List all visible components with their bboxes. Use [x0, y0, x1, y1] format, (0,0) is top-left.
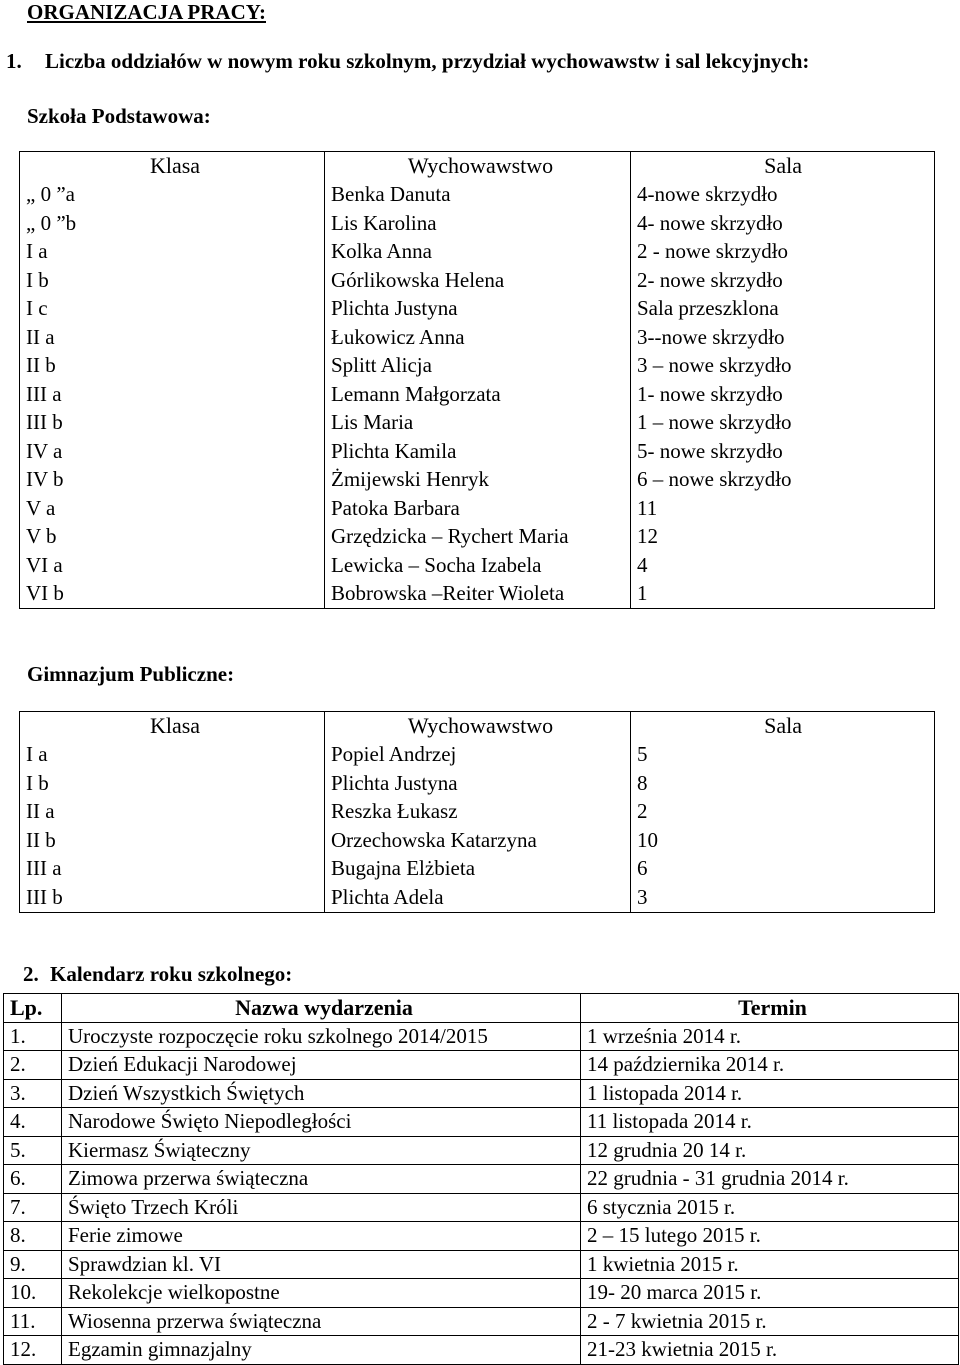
table-cell: 8. — [4, 1222, 62, 1251]
table-cell: 11 listopada 2014 r. — [581, 1108, 959, 1137]
section-2-title: Kalendarz roku szkolnego: — [50, 962, 293, 986]
table-cell: Uroczyste rozpoczęcie roku szkolnego 2014/2015 — [62, 1022, 581, 1051]
table-cell: 2 – 15 lutego 2015 r. — [581, 1222, 959, 1251]
table-row — [20, 409, 935, 438]
table-cell: Grzędzicka – Rychert Maria — [325, 523, 631, 552]
column-header: Klasa — [20, 152, 325, 181]
table-cell: V b — [20, 523, 325, 552]
page-heading: ORGANIZACJA PRACY: — [27, 0, 266, 24]
table-cell: Kiermasz Świąteczny — [62, 1136, 581, 1165]
table-cell: V a — [20, 494, 325, 523]
table-row — [4, 1079, 959, 1108]
table-cell: Zimowa przerwa świąteczna — [62, 1165, 581, 1194]
table-row — [20, 209, 935, 238]
table-row — [20, 769, 935, 798]
table-cell: 1. — [4, 1022, 62, 1051]
table-cell: 9. — [4, 1250, 62, 1279]
table-cell: 8 — [631, 769, 935, 798]
table-cell: II a — [20, 798, 325, 827]
table-row — [20, 352, 935, 381]
table-row — [20, 466, 935, 495]
table-cell: 3 — [631, 883, 935, 912]
table-header-row — [20, 712, 935, 741]
table-cell: 12 grudnia 20 14 r. — [581, 1136, 959, 1165]
table-cell: Sprawdzian kl. VI — [62, 1250, 581, 1279]
table-cell: 1 września 2014 r. — [581, 1022, 959, 1051]
table-cell: Lewicka – Socha Izabela — [325, 551, 631, 580]
table-cell: Wiosenna przerwa świąteczna — [62, 1307, 581, 1336]
table-cell: IV a — [20, 437, 325, 466]
table-cell: Dzień Edukacji Narodowej — [62, 1051, 581, 1080]
table-cell: III b — [20, 409, 325, 438]
table-cell: 1- nowe skrzydło — [631, 380, 935, 409]
primary-school-table — [19, 151, 935, 609]
table-cell: 14 października 2014 r. — [581, 1051, 959, 1080]
column-header: Klasa — [20, 712, 325, 741]
gymnasium-table — [19, 711, 935, 913]
table-row — [4, 1165, 959, 1194]
table-row — [20, 826, 935, 855]
table-cell: Dzień Wszystkich Świętych — [62, 1079, 581, 1108]
table-cell: Lis Maria — [325, 409, 631, 438]
table-cell: 11. — [4, 1307, 62, 1336]
table-cell: 6 – nowe skrzydło — [631, 466, 935, 495]
table-cell: Lemann Małgorzata — [325, 380, 631, 409]
table-row — [4, 1108, 959, 1137]
table-cell: I a — [20, 741, 325, 770]
table-row — [4, 1279, 959, 1308]
table-cell: Plichta Justyna — [325, 295, 631, 324]
column-header: Lp. — [4, 994, 62, 1023]
table-cell: I b — [20, 266, 325, 295]
table-cell: 3 – nowe skrzydło — [631, 352, 935, 381]
table-cell: Żmijewski Henryk — [325, 466, 631, 495]
table-row — [20, 580, 935, 609]
table-row — [4, 1193, 959, 1222]
table-row — [20, 855, 935, 884]
table-header-row — [4, 994, 959, 1023]
table-row — [4, 1250, 959, 1279]
table-row — [4, 1022, 959, 1051]
table-cell: 2 - nowe skrzydło — [631, 238, 935, 267]
column-header: Sala — [631, 152, 935, 181]
table-cell: 5. — [4, 1136, 62, 1165]
table-cell: Łukowicz Anna — [325, 323, 631, 352]
table-cell: Reszka Łukasz — [325, 798, 631, 827]
table-cell: Plichta Justyna — [325, 769, 631, 798]
table-cell: 4. — [4, 1108, 62, 1137]
table-row — [20, 295, 935, 324]
table-cell: 12 — [631, 523, 935, 552]
section-1-title: Liczba oddziałów w nowym roku szkolnym, przydział wychowawstw i sal lekcyjnych: — [45, 49, 810, 73]
table-row — [4, 1336, 959, 1365]
column-header: Wychowawstwo — [325, 712, 631, 741]
table-cell: Bugajna Elżbieta — [325, 855, 631, 884]
table-row — [4, 1051, 959, 1080]
table-cell: II b — [20, 352, 325, 381]
table-row — [20, 798, 935, 827]
table-row — [20, 551, 935, 580]
table-row — [20, 238, 935, 267]
table-row — [20, 181, 935, 210]
table-cell: 5- nowe skrzydło — [631, 437, 935, 466]
table-cell: 10. — [4, 1279, 62, 1308]
table-cell: III a — [20, 855, 325, 884]
table-cell: 21-23 kwietnia 2015 r. — [581, 1336, 959, 1365]
table-cell: Lis Karolina — [325, 209, 631, 238]
table-cell: Ferie zimowe — [62, 1222, 581, 1251]
table-cell: Popiel Andrzej — [325, 741, 631, 770]
column-header: Termin — [581, 994, 959, 1023]
calendar-table — [3, 993, 959, 1365]
table-cell: 4-nowe skrzydło — [631, 181, 935, 210]
table-row — [20, 741, 935, 770]
table-row — [20, 494, 935, 523]
table-cell: 7. — [4, 1193, 62, 1222]
table-row — [20, 266, 935, 295]
table-cell: 2- nowe skrzydło — [631, 266, 935, 295]
table-cell: II b — [20, 826, 325, 855]
section-1-number: 1. — [6, 49, 22, 73]
table-cell: III a — [20, 380, 325, 409]
table-cell: Narodowe Święto Niepodległości — [62, 1108, 581, 1137]
table-cell: Plichta Kamila — [325, 437, 631, 466]
table-cell: Egzamin gimnazjalny — [62, 1336, 581, 1365]
table-cell: Plichta Adela — [325, 883, 631, 912]
column-header: Nazwa wydarzenia — [62, 994, 581, 1023]
table-cell: Górlikowska Helena — [325, 266, 631, 295]
table-row — [4, 1222, 959, 1251]
table-cell: „ 0 ”a — [20, 181, 325, 210]
column-header: Sala — [631, 712, 935, 741]
table-cell: 6. — [4, 1165, 62, 1194]
table-cell: I b — [20, 769, 325, 798]
table-cell: IV b — [20, 466, 325, 495]
table-row — [20, 323, 935, 352]
table-cell: Benka Danuta — [325, 181, 631, 210]
table-cell: 1 – nowe skrzydło — [631, 409, 935, 438]
table-cell: 6 — [631, 855, 935, 884]
table-cell: 1 listopada 2014 r. — [581, 1079, 959, 1108]
primary-school-label: Szkoła Podstawowa: — [27, 104, 211, 128]
table-cell: Kolka Anna — [325, 238, 631, 267]
table-cell: „ 0 ”b — [20, 209, 325, 238]
table-row — [20, 437, 935, 466]
table-cell: Sala przeszklona — [631, 295, 935, 324]
table-cell: VI a — [20, 551, 325, 580]
table-cell: Święto Trzech Króli — [62, 1193, 581, 1222]
table-cell: 3. — [4, 1079, 62, 1108]
table-cell: 5 — [631, 741, 935, 770]
gymnasium-label: Gimnazjum Publiczne: — [27, 662, 235, 686]
table-cell: 6 stycznia 2015 r. — [581, 1193, 959, 1222]
table-cell: 4- nowe skrzydło — [631, 209, 935, 238]
table-cell: 2 — [631, 798, 935, 827]
table-cell: I c — [20, 295, 325, 324]
column-header: Wychowawstwo — [325, 152, 631, 181]
table-row — [4, 1307, 959, 1336]
table-cell: 10 — [631, 826, 935, 855]
table-row — [20, 883, 935, 912]
table-cell: VI b — [20, 580, 325, 609]
table-cell: III b — [20, 883, 325, 912]
table-cell: I a — [20, 238, 325, 267]
table-row — [20, 523, 935, 552]
table-cell: II a — [20, 323, 325, 352]
table-cell: Splitt Alicja — [325, 352, 631, 381]
section-2-number: 2. — [23, 962, 39, 986]
table-cell: Patoka Barbara — [325, 494, 631, 523]
table-row — [4, 1136, 959, 1165]
table-cell: 3--nowe skrzydło — [631, 323, 935, 352]
table-cell: 11 — [631, 494, 935, 523]
table-cell: Rekolekcje wielkopostne — [62, 1279, 581, 1308]
table-cell: 4 — [631, 551, 935, 580]
table-cell: 1 — [631, 580, 935, 609]
table-cell: Orzechowska Katarzyna — [325, 826, 631, 855]
table-cell: 1 kwietnia 2015 r. — [581, 1250, 959, 1279]
table-cell: Bobrowska –Reiter Wioleta — [325, 580, 631, 609]
table-row — [20, 380, 935, 409]
table-cell: 2 - 7 kwietnia 2015 r. — [581, 1307, 959, 1336]
table-cell: 12. — [4, 1336, 62, 1365]
table-cell: 2. — [4, 1051, 62, 1080]
table-cell: 22 grudnia - 31 grudnia 2014 r. — [581, 1165, 959, 1194]
table-cell: 19- 20 marca 2015 r. — [581, 1279, 959, 1308]
table-header-row — [20, 152, 935, 181]
